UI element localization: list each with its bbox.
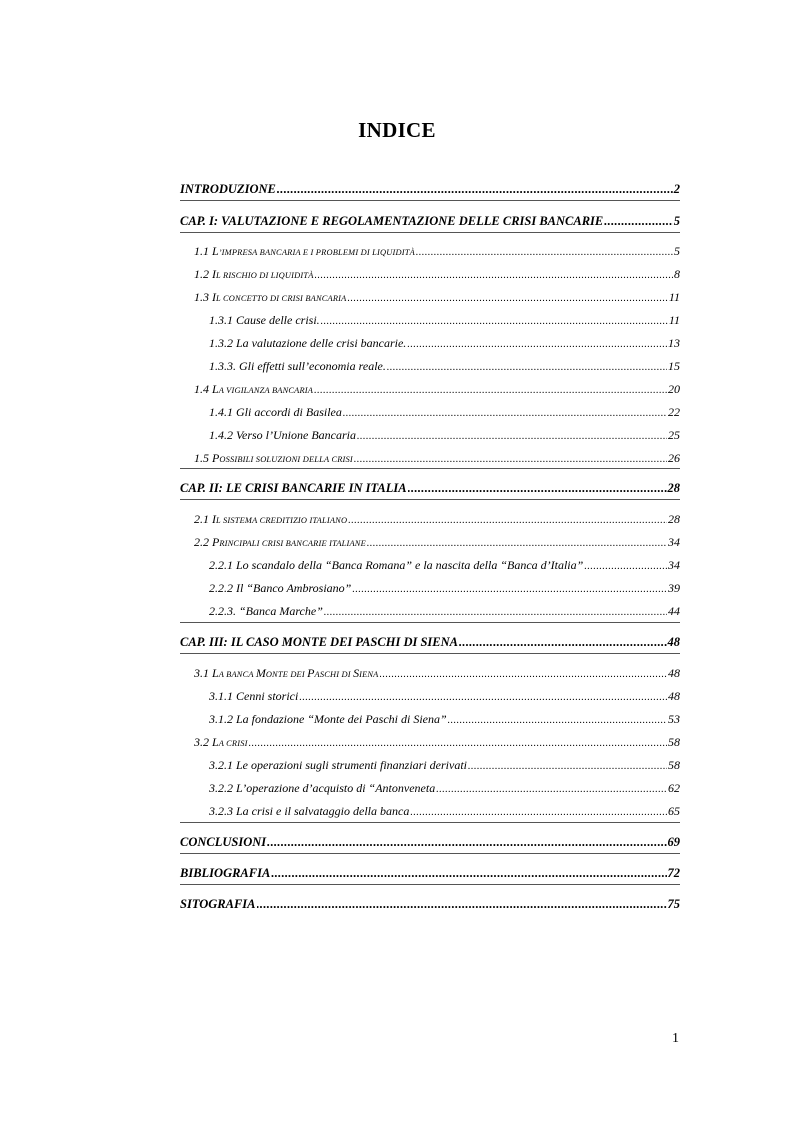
dot-leader bbox=[367, 535, 667, 553]
dot-leader bbox=[352, 581, 667, 599]
dot-leader bbox=[347, 290, 667, 308]
dot-leader bbox=[408, 479, 667, 497]
toc-page-number: 22 bbox=[668, 405, 680, 419]
toc-entry-text bbox=[194, 265, 314, 285]
toc-entry-bibliografia[interactable] bbox=[180, 864, 680, 882]
toc-entry-1-3-3[interactable] bbox=[209, 357, 680, 377]
toc-entry-1-4-1[interactable] bbox=[209, 403, 680, 423]
separator-line bbox=[180, 822, 680, 823]
toc-entry-2-2[interactable] bbox=[194, 533, 680, 553]
initial-letter: M bbox=[255, 666, 266, 680]
toc-entry-text: 1.3.3. Gli effetti sull’economia reale. bbox=[209, 359, 386, 373]
initial-letter: P bbox=[212, 451, 220, 465]
toc-page-number: 62 bbox=[668, 781, 680, 795]
separator-line bbox=[180, 653, 680, 654]
dot-leader bbox=[314, 382, 667, 400]
initial-letter: L bbox=[212, 244, 219, 258]
toc-page-number: 53 bbox=[668, 712, 680, 726]
toc-page-number: 58 bbox=[668, 758, 680, 772]
toc-entry-text: 1.3.2 La valutazione delle crisi bancarie. bbox=[209, 336, 407, 350]
toc-entry-3-1-1[interactable] bbox=[209, 687, 680, 707]
dot-leader bbox=[324, 604, 667, 622]
small-caps-text: L CONCETTO DI CRISI BANCARIA bbox=[216, 294, 347, 303]
toc-entry-text: 3.1.2 La fondazione “Monte dei Paschi di Siena” bbox=[209, 712, 447, 726]
toc-page-number: 48 bbox=[668, 666, 680, 680]
toc-entry-1-4[interactable] bbox=[194, 380, 680, 400]
dot-leader bbox=[299, 689, 667, 707]
toc-entry-text: BIBLIOGRAFIA bbox=[180, 866, 271, 880]
toc-page-number: 5 bbox=[674, 244, 680, 258]
dot-leader bbox=[348, 512, 667, 530]
toc-entry-text: 1.3.1 Cause delle crisi. bbox=[209, 313, 320, 327]
dot-leader bbox=[249, 735, 667, 753]
dot-leader bbox=[354, 451, 667, 469]
section-number: 2.2 bbox=[194, 535, 212, 549]
toc-page-number: 2 bbox=[673, 182, 680, 196]
toc-page-number: 69 bbox=[667, 835, 680, 849]
section-number: 3.2 bbox=[194, 735, 212, 749]
toc-entry-1-3-1[interactable] bbox=[209, 311, 680, 331]
toc-entry-1-3[interactable] bbox=[194, 288, 680, 308]
toc-entry-3-2-3[interactable] bbox=[209, 802, 680, 822]
toc-page-number: 13 bbox=[668, 336, 680, 350]
toc-entry-text: SITOGRAFIA bbox=[180, 897, 256, 911]
toc-entry-text: 3.1.1 Cenni storici bbox=[209, 689, 299, 703]
toc-entry-1-1[interactable] bbox=[194, 242, 680, 262]
toc-entry-cap-2[interactable] bbox=[180, 479, 680, 497]
toc-entry-3-1[interactable] bbox=[194, 664, 680, 684]
separator-line bbox=[180, 499, 680, 500]
toc-entry-text bbox=[194, 288, 346, 308]
toc-page-number: 26 bbox=[668, 451, 680, 465]
toc-entry-text bbox=[194, 449, 353, 469]
small-caps-text: ASCHI DI bbox=[314, 670, 354, 679]
section-number: 1.1 bbox=[194, 244, 212, 258]
toc-page-number: 11 bbox=[668, 290, 680, 304]
toc-entry-text: 2.2.2 Il “Banco Ambrosiano” bbox=[209, 581, 352, 595]
initial-letter: L bbox=[212, 666, 219, 680]
toc-entry-text: 3.2.2 L’operazione d’acquisto di “Antonveneta bbox=[209, 781, 436, 795]
initial-letter: P bbox=[307, 666, 315, 680]
toc-entry-text: CONCLUSIONI bbox=[180, 835, 267, 849]
separator-line bbox=[180, 622, 680, 623]
toc-entry-text: 3.2.3 La crisi e il salvataggio della banca bbox=[209, 804, 410, 818]
toc-page-number: 5 bbox=[673, 214, 680, 228]
toc-entry-text: CAP. III: IL CASO MONTE DEI PASCHI DI SIENA bbox=[180, 635, 458, 649]
small-caps-text: L RISCHIO DI LIQUIDITÀ bbox=[216, 271, 314, 280]
toc-page-number: 34 bbox=[668, 558, 680, 572]
toc-entry-2-1[interactable] bbox=[194, 510, 680, 530]
initial-letter: P bbox=[212, 535, 220, 549]
small-caps-text: ONTE DEI bbox=[265, 670, 308, 679]
initial-letter: I bbox=[212, 290, 216, 304]
toc-entry-conclusioni[interactable] bbox=[180, 833, 680, 851]
toc-page-number: 58 bbox=[668, 735, 680, 749]
section-number: 1.4 bbox=[194, 382, 212, 396]
toc-entry-2-2-3[interactable] bbox=[209, 602, 680, 622]
toc-page-number: 28 bbox=[667, 481, 680, 495]
dot-leader bbox=[416, 244, 673, 262]
toc-page-number: 72 bbox=[667, 866, 680, 880]
toc-entry-text: 2.2.1 Lo scandalo della “Banca Romana” e la nascita della “Banca d’Italia” bbox=[209, 558, 584, 572]
small-caps-text: ’IMPRESA BANCARIA E I PROBLEMI DI LIQUIDITÀ bbox=[218, 248, 415, 257]
toc-page-number: 75 bbox=[667, 897, 680, 911]
small-caps-text: A VIGILANZA BANCARIA bbox=[218, 386, 314, 395]
toc-entry-text: CAP. I: VALUTAZIONE E REGOLAMENTAZIONE DELLE CRISI BANCARIE bbox=[180, 214, 604, 228]
section-number: 1.5 bbox=[194, 451, 212, 465]
small-caps-text: IENA bbox=[359, 670, 379, 679]
toc-page-number: 20 bbox=[668, 382, 680, 396]
toc-entry-text bbox=[194, 380, 313, 400]
toc-entry-text bbox=[194, 664, 379, 684]
toc-page-number: 15 bbox=[668, 359, 680, 373]
small-caps-text: OSSIBILI SOLUZIONI DELLA CRISI bbox=[219, 455, 353, 464]
toc-entry-text bbox=[194, 510, 347, 530]
toc-page-number: 28 bbox=[668, 512, 680, 526]
toc-entry-sitografia[interactable] bbox=[180, 895, 680, 913]
small-caps-text: L SISTEMA CREDITIZIO ITALIANO bbox=[216, 516, 348, 525]
small-caps-text: A CRISI bbox=[218, 739, 248, 748]
small-caps-text: RINCIPALI CRISI BANCARIE ITALIANE bbox=[219, 539, 366, 548]
initial-letter: I bbox=[212, 267, 216, 281]
page-title: INDICE bbox=[358, 118, 436, 142]
section-number: 1.3 bbox=[194, 290, 212, 304]
dot-leader bbox=[604, 212, 673, 230]
section-number: 3.1 bbox=[194, 666, 212, 680]
dot-leader bbox=[271, 864, 666, 882]
toc-entry-3-2-1[interactable] bbox=[209, 756, 680, 776]
separator-line bbox=[180, 232, 680, 233]
toc-entry-text: 1.4.2 Verso l’Unione Bancaria bbox=[209, 428, 356, 442]
initial-letter: L bbox=[212, 382, 219, 396]
toc-entry-text: INTRODUZIONE bbox=[180, 182, 276, 196]
toc-entry-text bbox=[194, 533, 366, 553]
dot-leader bbox=[380, 666, 668, 684]
page-number: 1 bbox=[672, 1031, 679, 1046]
toc-entry-text: 3.2.1 Le operazioni sugli strumenti finanziari derivati bbox=[209, 758, 468, 772]
dot-leader bbox=[459, 633, 667, 651]
separator-line bbox=[180, 884, 680, 885]
separator-line bbox=[180, 200, 680, 201]
separator-line bbox=[180, 468, 680, 469]
dot-leader bbox=[436, 781, 667, 799]
toc-entry-1-4-2[interactable] bbox=[209, 426, 680, 446]
toc-entry-3-2-2[interactable] bbox=[209, 779, 680, 799]
toc-entry-1-2[interactable] bbox=[194, 265, 680, 285]
dot-leader bbox=[448, 712, 667, 730]
toc-entry-text bbox=[194, 242, 415, 262]
initial-letter: S bbox=[353, 666, 360, 680]
dot-leader bbox=[343, 405, 667, 423]
separator-line bbox=[180, 853, 680, 854]
toc-entry-1-5[interactable] bbox=[194, 449, 680, 469]
toc-entry-2-2-2[interactable] bbox=[209, 579, 680, 599]
toc-page-number: 65 bbox=[668, 804, 680, 818]
toc-entry-introduzione[interactable] bbox=[180, 180, 680, 198]
toc-page-number: 11 bbox=[668, 313, 680, 327]
initial-letter: L bbox=[212, 735, 219, 749]
dot-leader bbox=[410, 804, 667, 822]
toc-page-number: 34 bbox=[668, 535, 680, 549]
section-number: 2.1 bbox=[194, 512, 212, 526]
toc-page-number: 8 bbox=[674, 267, 680, 281]
initial-letter: I bbox=[212, 512, 216, 526]
toc-entry-2-2-1[interactable] bbox=[209, 556, 680, 576]
toc-page-number: 48 bbox=[668, 689, 680, 703]
toc-entry-text: CAP. II: LE CRISI BANCARIE IN ITALIA bbox=[180, 481, 407, 495]
dot-leader bbox=[584, 558, 667, 576]
dot-leader bbox=[315, 267, 673, 285]
dot-leader bbox=[257, 895, 667, 913]
toc-entry-text: 2.2.3. “Banca Marche” bbox=[209, 604, 323, 618]
toc-page-number: 25 bbox=[668, 428, 680, 442]
dot-leader bbox=[468, 758, 667, 776]
dot-leader bbox=[277, 180, 673, 198]
toc-entry-cap-3[interactable] bbox=[180, 633, 680, 651]
dot-leader bbox=[387, 359, 667, 377]
toc-entry-3-1-2[interactable] bbox=[209, 710, 680, 730]
dot-leader bbox=[407, 336, 667, 354]
toc-entry-cap-1[interactable] bbox=[180, 212, 680, 230]
toc-entry-text bbox=[194, 733, 248, 753]
dot-leader bbox=[267, 833, 666, 851]
dot-leader bbox=[357, 428, 667, 446]
toc-entry-text: 1.4.1 Gli accordi di Basilea bbox=[209, 405, 342, 419]
toc-entry-1-3-2[interactable] bbox=[209, 334, 680, 354]
toc-entry-3-2[interactable] bbox=[194, 733, 680, 753]
small-caps-text: A BANCA bbox=[218, 670, 256, 679]
toc-page-number: 44 bbox=[668, 604, 680, 618]
toc-page-number: 48 bbox=[667, 635, 680, 649]
dot-leader bbox=[321, 313, 668, 331]
section-number: 1.2 bbox=[194, 267, 212, 281]
toc-page-number: 39 bbox=[668, 581, 680, 595]
